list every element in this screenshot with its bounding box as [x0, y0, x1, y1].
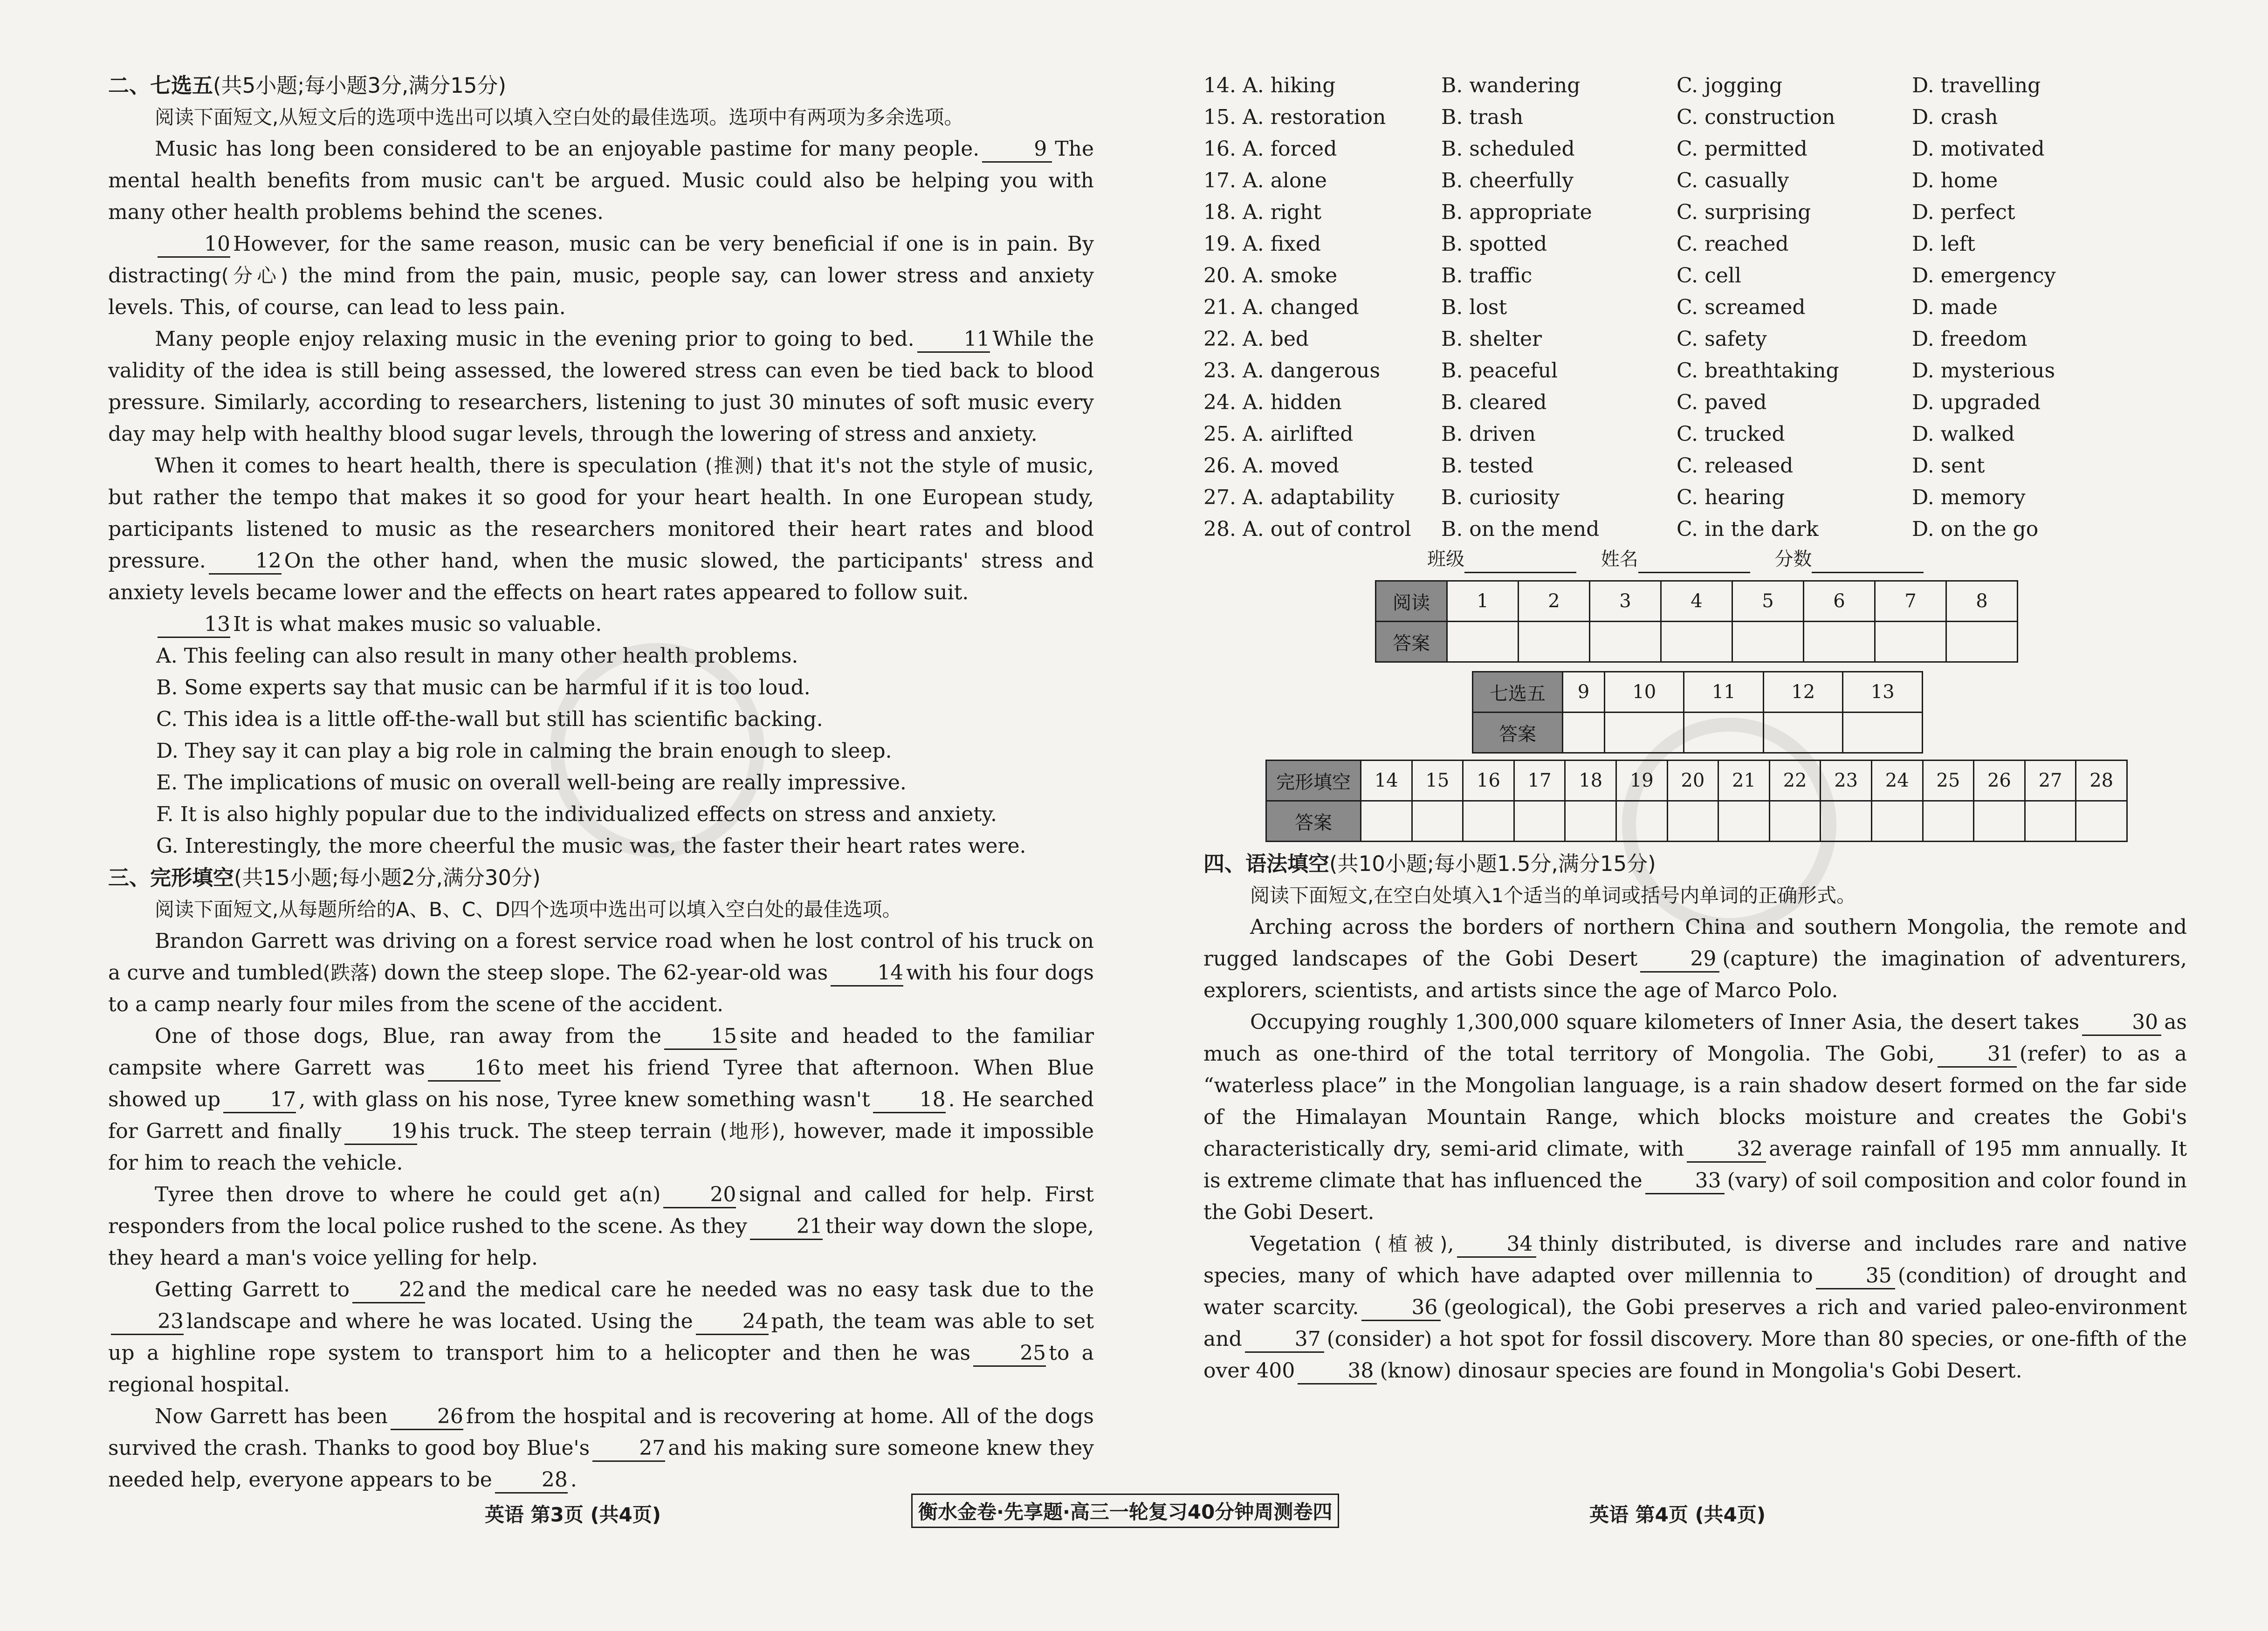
cloze-option-row: 21. A. changed B. lost C. screamed D. made — [1203, 295, 1998, 319]
blank: 22 — [352, 1278, 425, 1303]
section-4-instructions: 阅读下面短文,在空白处填入1个适当的单词或括号内单词的正确形式。 — [1250, 884, 1856, 907]
question-number: 24 — [1871, 761, 1923, 801]
answer-cell[interactable] — [2076, 801, 2127, 842]
answer-cell[interactable] — [1946, 622, 2018, 662]
cloze-option-row: 18. A. right B. appropriate C. surprising D. perfect — [1203, 200, 2015, 224]
answer-cell[interactable] — [1661, 622, 1732, 662]
question-number: 6 — [1804, 581, 1875, 622]
table-answer-label: 答案 — [1473, 713, 1563, 753]
option-item: D. They say it can play a big role in calming the brain enough to sleep. — [156, 739, 892, 763]
cloze-option-row: 26. A. moved B. tested C. released D. sent — [1203, 454, 1985, 478]
answer-cell[interactable] — [1463, 801, 1514, 842]
option-item: G. Interestingly, the more cheerful the music was, the faster their heart rates were. — [156, 834, 1026, 858]
answer-cell[interactable] — [1871, 801, 1923, 842]
question-number: 26 — [1974, 761, 2025, 801]
question-number: 22 — [1769, 761, 1821, 801]
blank: 16 — [428, 1056, 501, 1082]
blank: 23 — [111, 1309, 184, 1335]
blank: 30 — [2082, 1010, 2161, 1036]
footer-right-page-number: 英语 第4页 (共4页) — [1589, 1503, 1766, 1526]
question-number: 15 — [1412, 761, 1463, 801]
blank: 37 — [1245, 1327, 1324, 1353]
answer-cell[interactable] — [1519, 622, 1590, 662]
blank: 20 — [663, 1183, 736, 1208]
passage-paragraph: Vegetation (植被), 34 thinly distributed, is diverse and includes rare and native species, many of which have adapted over millennia to 35 (condition) of drought and water scarcity. 36 (geological), the Gobi preserves a rich and varied paleo-environment and 37 (consider) a hot spot for fossil discovery. More than 80 species, or one-fifth of the over 400 38 (know) dinosaur species are found in Mongolia's Gobi Desert. — [1203, 1228, 2187, 1387]
answer-cell[interactable] — [1763, 713, 1843, 753]
question-number: 23 — [1821, 761, 1872, 801]
answer-cell[interactable] — [1667, 801, 1718, 842]
blank: 13 — [158, 612, 230, 638]
table-header-label: 完形填空 — [1266, 761, 1361, 801]
answer-cell[interactable] — [1875, 622, 1946, 662]
question-number: 11 — [1684, 672, 1764, 713]
question-number: 25 — [1923, 761, 1974, 801]
blank: 26 — [391, 1405, 463, 1430]
blank: 21 — [750, 1214, 823, 1240]
table-header-label: 阅读 — [1376, 581, 1447, 622]
question-number: 5 — [1732, 581, 1804, 622]
question-number: 17 — [1514, 761, 1565, 801]
right-page — [1203, 70, 2187, 573]
blank: 36 — [1361, 1295, 1441, 1321]
score-field[interactable] — [1812, 551, 1924, 573]
name-field[interactable] — [1638, 551, 1750, 573]
blank: 11 — [917, 327, 990, 353]
passage-paragraph: When it comes to heart health, there is speculation (推测) that it's not the style of music, but rather the tempo that makes it so good for your heart health. In one European study, participants listened to music as the researchers monitored their heart rates and blood pressure. 12 On the other hand, when the music slowed, the participants' stress and anxiety levels became lower and the effects on heart rates appeared to follow suit. — [108, 454, 1094, 604]
question-number: 18 — [1565, 761, 1616, 801]
blank: 31 — [1938, 1042, 2017, 1068]
cloze-option-row: 20. A. smoke B. traffic C. cell D. emergency — [1203, 264, 2056, 288]
blank: 12 — [209, 549, 282, 575]
section-4-heading: 四、语法填空(共10小题;每小题1.5分,满分15分) — [1203, 851, 1656, 876]
answer-cell[interactable] — [1804, 622, 1875, 662]
blank: 33 — [1645, 1169, 1725, 1194]
passage-paragraph: One of those dogs, Blue, ran away from the 15 site and headed to the familiar campsite where Garrett was 16 to meet his friend Tyree that afternoon. When Blue showed up 17 , with glass on his nose, Tyree knew something wasn't 18 . He searched for Garrett and finally 19 his truck. The steep terrain (地形), however, made it impossible for him to reach the vehicle. — [108, 1024, 1094, 1175]
passage-paragraph: Arching across the borders of northern China and southern Mongolia, the remote and rugged landscapes of the Gobi Desert 29 (capture) the imagination of adventurers, explorers, scientists, and artists since the age of Marco Polo. — [1203, 915, 2187, 1002]
cloze-option-row: 22. A. bed B. shelter C. safety D. freedom — [1203, 327, 2027, 351]
question-number: 7 — [1875, 581, 1946, 622]
blank: 10 — [158, 232, 230, 258]
table-header-label: 七选五 — [1473, 672, 1563, 713]
answer-cell[interactable] — [1565, 801, 1616, 842]
option-item: C. This idea is a little off-the-wall but still has scientific backing. — [156, 707, 823, 731]
cloze-option-row: 28. A. out of control B. on the mend C. in the dark D. on the go — [1203, 517, 2039, 541]
answer-cell[interactable] — [1923, 801, 1974, 842]
answer-cell[interactable] — [1616, 801, 1667, 842]
passage-paragraph: 13 It is what makes music so valuable. — [108, 609, 1094, 640]
student-info-line — [1427, 545, 2187, 573]
option-item: A. This feeling can also result in many other health problems. — [156, 644, 798, 668]
answer-cell[interactable] — [1361, 801, 1412, 842]
question-number: 13 — [1843, 672, 1923, 713]
cloze-option-row: 15. A. restoration B. trash C. construction D. crash — [1203, 105, 1998, 129]
question-number: 21 — [1718, 761, 1770, 801]
blank: 25 — [973, 1341, 1046, 1367]
option-item: B. Some experts say that music can be harmful if it is too loud. — [156, 676, 811, 699]
cloze-option-row: 27. A. adaptability B. curiosity C. hearing D. memory — [1203, 486, 2026, 509]
answer-cell[interactable] — [1590, 622, 1661, 662]
answer-cell[interactable] — [1412, 801, 1463, 842]
cloze-options — [1203, 70, 2187, 545]
left-page — [108, 70, 1094, 1496]
blank: 9 — [982, 137, 1052, 163]
answer-cell[interactable] — [1684, 713, 1764, 753]
answer-cell[interactable] — [1563, 713, 1605, 753]
blank: 35 — [1816, 1264, 1895, 1289]
question-number: 16 — [1463, 761, 1514, 801]
class-field[interactable] — [1464, 551, 1576, 573]
footer-exam-title: 衡水金卷·先享题·高三一轮复习40分钟周测卷四 — [911, 1494, 1339, 1528]
section-3-heading: 三、完形填空(共15小题;每小题2分,满分30分) — [108, 865, 541, 890]
question-number: 19 — [1616, 761, 1667, 801]
answer-cell[interactable] — [1843, 713, 1923, 753]
blank: 38 — [1298, 1359, 1377, 1384]
question-number: 8 — [1946, 581, 2018, 622]
answer-cell[interactable] — [1447, 622, 1519, 662]
blank: 24 — [696, 1309, 769, 1335]
blank: 19 — [344, 1119, 417, 1145]
cloze-option-row: 19. A. fixed B. spotted C. reached D. left — [1203, 232, 1975, 256]
table-answer-label: 答案 — [1266, 801, 1361, 842]
blank: 28 — [495, 1468, 568, 1494]
cloze-answer-table — [1265, 760, 2128, 842]
question-number: 2 — [1519, 581, 1590, 622]
answer-cell[interactable] — [1514, 801, 1565, 842]
question-number: 1 — [1447, 581, 1519, 622]
answer-cell[interactable] — [1769, 801, 1821, 842]
answer-cell[interactable] — [2025, 801, 2076, 842]
answer-cell[interactable] — [1821, 801, 1872, 842]
blank: 34 — [1457, 1232, 1536, 1258]
passage-paragraph: Getting Garrett to 22 and the medical care he needed was no easy task due to the23 landscape and where he was located. Using the 24 path, the team was able to set up a highline rope system to transport him to a helicopter and then he was 25 to a regional hospital. — [108, 1278, 1094, 1397]
answer-cell[interactable] — [1718, 801, 1770, 842]
table-answer-label: 答案 — [1376, 622, 1447, 662]
cloze-option-row: 14. A. hiking B. wandering C. jogging D. travelling — [1203, 74, 2041, 97]
cloze-option-row: 17. A. alone B. cheerfully C. casually D. home — [1203, 169, 1998, 192]
passage-paragraph: Tyree then drove to where he could get a(n) 20 signal and called for help. First responders from the local police rushed to the scene. As they 21 their way down the slope, they heard a man's voice yelling for help. — [108, 1183, 1094, 1270]
passage-paragraph: Brandon Garrett was driving on a forest service road when he lost control of his truck on a curve and tumbled(跌落) down the steep slope. The 62-year-old was 14 with his four dogs to a camp nearly four miles from the scene of the accident. — [108, 929, 1094, 1016]
question-number: 10 — [1604, 672, 1684, 713]
answer-cell[interactable] — [1732, 622, 1804, 662]
cloze-option-row: 24. A. hidden B. cleared C. paved D. upgraded — [1203, 391, 2041, 414]
answer-cell[interactable] — [1604, 713, 1684, 753]
passage-paragraph: Many people enjoy relaxing music in the evening prior to going to bed. 11 While the validity of the idea is still being assessed, the lowered stress can even be tied back to blood pressure. Similarly, according to researchers, listening to just 30 minutes of soft music every day may help with healthy blood sugar levels, through the lowering of stress and anxiety. — [108, 327, 1094, 446]
passage-paragraph: Now Garrett has been 26 from the hospital and is recovering at home. All of the dogs survived the crash. Thanks to good boy Blue's 27 and his making sure someone knew they needed help, everyone appears to be 28 . — [108, 1401, 1094, 1496]
cloze-option-row: 16. A. forced B. scheduled C. permitted D. motivated — [1203, 137, 2045, 161]
grammar-section — [1203, 848, 2187, 1387]
passage-paragraph: Music has long been considered to be an enjoyable pastime for many people. 9 The mental health benefits from music can't be argued. Music could also be helping you with many other health problems behind the scenes. — [108, 137, 1094, 224]
question-number: 28 — [2076, 761, 2127, 801]
cloze-option-row: 23. A. dangerous B. peaceful C. breathtaking D. mysterious — [1203, 359, 2055, 383]
question-number: 9 — [1563, 672, 1605, 713]
blank: 32 — [1687, 1137, 1766, 1163]
name-label: 姓名 — [1601, 548, 1638, 570]
seven-choose-five-answer-table — [1472, 671, 1923, 754]
option-list — [108, 640, 1094, 862]
blank: 17 — [223, 1088, 296, 1113]
blank: 27 — [592, 1436, 665, 1462]
question-number: 20 — [1667, 761, 1718, 801]
class-label: 班级 — [1427, 548, 1464, 570]
cloze-option-row: 25. A. airlifted B. driven C. trucked D. walked — [1203, 422, 2015, 446]
question-number: 3 — [1590, 581, 1661, 622]
blank: 29 — [1640, 947, 1719, 973]
question-number: 4 — [1661, 581, 1732, 622]
question-number: 27 — [2025, 761, 2076, 801]
passage-paragraph: Occupying roughly 1,300,000 square kilometers of Inner Asia, the desert takes 30 as much as one-third of the total territory of Mongolia. The Gobi, 31 (refer) to as a “waterless place” in the Mongolian language, is a rain shadow desert formed on the far side of the Himalayan Mountain Range, which blocks moisture and creates the Gobi's characteristically dry, semi-arid climate, with 32 average rainfall of 195 mm annually. It is extreme climate that has influenced the 33 (vary) of soil composition and color found in the Gobi Desert. — [1203, 1010, 2187, 1224]
blank: 18 — [873, 1088, 946, 1113]
question-number: 12 — [1763, 672, 1843, 713]
footer-left-page-number: 英语 第3页 (共4页) — [485, 1503, 661, 1526]
section-2-heading: 二、七选五(共5小题;每小题3分,满分15分) — [108, 73, 507, 98]
score-label: 分数 — [1774, 548, 1812, 570]
question-number: 14 — [1361, 761, 1412, 801]
answer-cell[interactable] — [1974, 801, 2025, 842]
section-3-instructions: 阅读下面短文,从每题所给的A、B、C、D四个选项中选出可以填入空白处的最佳选项。 — [155, 898, 902, 921]
section-2-instructions: 阅读下面短文,从短文后的选项中选出可以填入空白处的最佳选项。选项中有两项为多余选项。 — [155, 106, 964, 129]
option-item: F. It is also highly popular due to the individualized effects on stress and anxiety. — [156, 802, 997, 826]
reading-answer-table — [1375, 580, 2018, 663]
blank: 14 — [831, 961, 903, 987]
option-item: E. The implications of music on overall well-being are really impressive. — [156, 771, 907, 795]
blank: 15 — [664, 1024, 737, 1050]
passage-paragraph: 10 However, for the same reason, music can be very beneficial if one is in pain. By distracting(分心) the mind from the pain, music, people say, can lower stress and anxiety levels. This, of course, can lead to less pain. — [108, 232, 1094, 319]
